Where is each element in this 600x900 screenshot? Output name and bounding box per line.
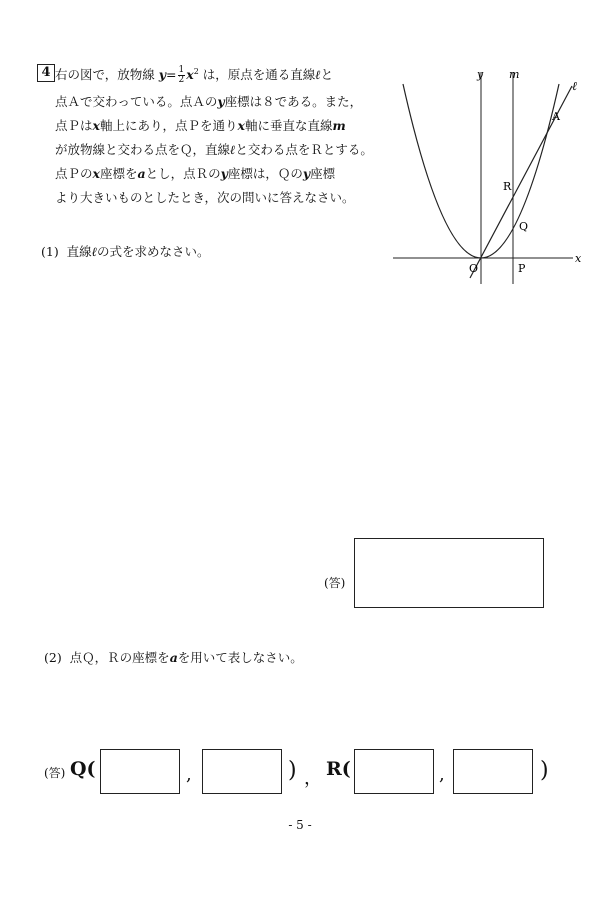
comma-q: , — [186, 764, 192, 785]
text: 点Ｐは — [55, 118, 93, 133]
text: とし，点Ｒの — [145, 166, 221, 181]
answer-box-r-x[interactable] — [354, 749, 434, 794]
problem-line-4 — [55, 140, 373, 160]
label-Q: Q — [519, 220, 529, 233]
math-var: y — [220, 166, 228, 181]
label-x: x — [575, 252, 582, 265]
text: と交わる点をＲとする。 — [235, 142, 373, 157]
label-P: P — [518, 262, 526, 275]
answer-box-1[interactable] — [354, 538, 544, 608]
math-var: ℓ — [315, 67, 321, 83]
exponent: 2 — [193, 67, 199, 76]
math-op: = — [166, 67, 177, 83]
text: の式を求めなさい。 — [97, 244, 210, 259]
text: 座標は，Ｑの — [227, 166, 303, 181]
text: 座標は８である。また， — [224, 94, 363, 109]
text: 直線 — [66, 244, 92, 259]
text: 右の図で，放物線 — [55, 67, 155, 83]
answer-box-r-y[interactable] — [453, 749, 533, 794]
close-paren-r: ) — [540, 758, 549, 783]
text: 軸上にあり，点Ｐを通り — [99, 118, 238, 133]
math-var: x — [92, 166, 100, 181]
math-var: x — [92, 118, 100, 133]
close-paren-q: ) — [288, 758, 297, 783]
label-O: O — [469, 262, 479, 275]
problem-line-3 — [55, 116, 346, 136]
separator-comma: ， — [304, 768, 322, 789]
label-R: R — [503, 180, 512, 193]
q-coord-label: Q( — [70, 758, 96, 780]
math-var: y — [217, 94, 225, 109]
question-number: (1) — [41, 244, 59, 259]
math-var: ℓ — [230, 142, 236, 157]
math-var: y — [302, 166, 311, 181]
fraction — [178, 66, 186, 85]
label-ell: ℓ — [572, 79, 577, 93]
text: 点Ａで交わっている。点Ａの — [55, 94, 218, 109]
text: 座標 — [310, 166, 336, 181]
r-coord-label: R( — [326, 758, 351, 780]
answer-label-2: (答) — [44, 766, 66, 780]
comma-r: , — [439, 764, 445, 785]
parabola-figure — [385, 62, 585, 292]
text: を用いて表しなさい。 — [177, 650, 303, 665]
text: が放物線と交わる点をＱ，直線 — [55, 142, 231, 157]
math-var: ℓ — [91, 244, 98, 259]
problem-line-6 — [55, 188, 355, 208]
text: 座標を — [99, 166, 138, 181]
fraction-numerator: 1 — [178, 65, 185, 76]
answer-box-q-y[interactable] — [202, 749, 282, 794]
text: は，原点を通る直線 — [202, 67, 316, 83]
page-number: - 5 - — [288, 818, 312, 832]
label-A: A — [552, 110, 560, 123]
math-var: m — [332, 118, 346, 133]
math-var: y — [158, 67, 167, 83]
problem-line-5 — [55, 164, 335, 184]
problem-number-box: 4 — [37, 64, 55, 82]
text: と — [320, 67, 334, 83]
answer-box-q-x[interactable] — [100, 749, 180, 794]
answer-label-1: (答) — [324, 576, 346, 590]
problem-line-1 — [55, 62, 333, 85]
math-var: x — [237, 118, 245, 133]
text: 点Ｐの — [55, 166, 93, 181]
question-2 — [44, 648, 303, 666]
problem-line-2 — [55, 92, 362, 112]
math-var: a — [137, 166, 146, 181]
text: より大きいものとしたとき，次の問いに答えなさい。 — [55, 190, 355, 205]
text: 点Ｑ，Ｒの座標を — [69, 650, 170, 665]
question-1 — [41, 242, 210, 260]
math-var: x — [186, 67, 194, 83]
label-y: y — [477, 68, 484, 81]
text: 軸に垂直な直線 — [244, 118, 333, 133]
math-var: a — [169, 650, 178, 665]
fraction-denominator: 2 — [178, 75, 185, 86]
question-number: (2) — [44, 650, 62, 665]
label-m: m — [509, 68, 520, 81]
